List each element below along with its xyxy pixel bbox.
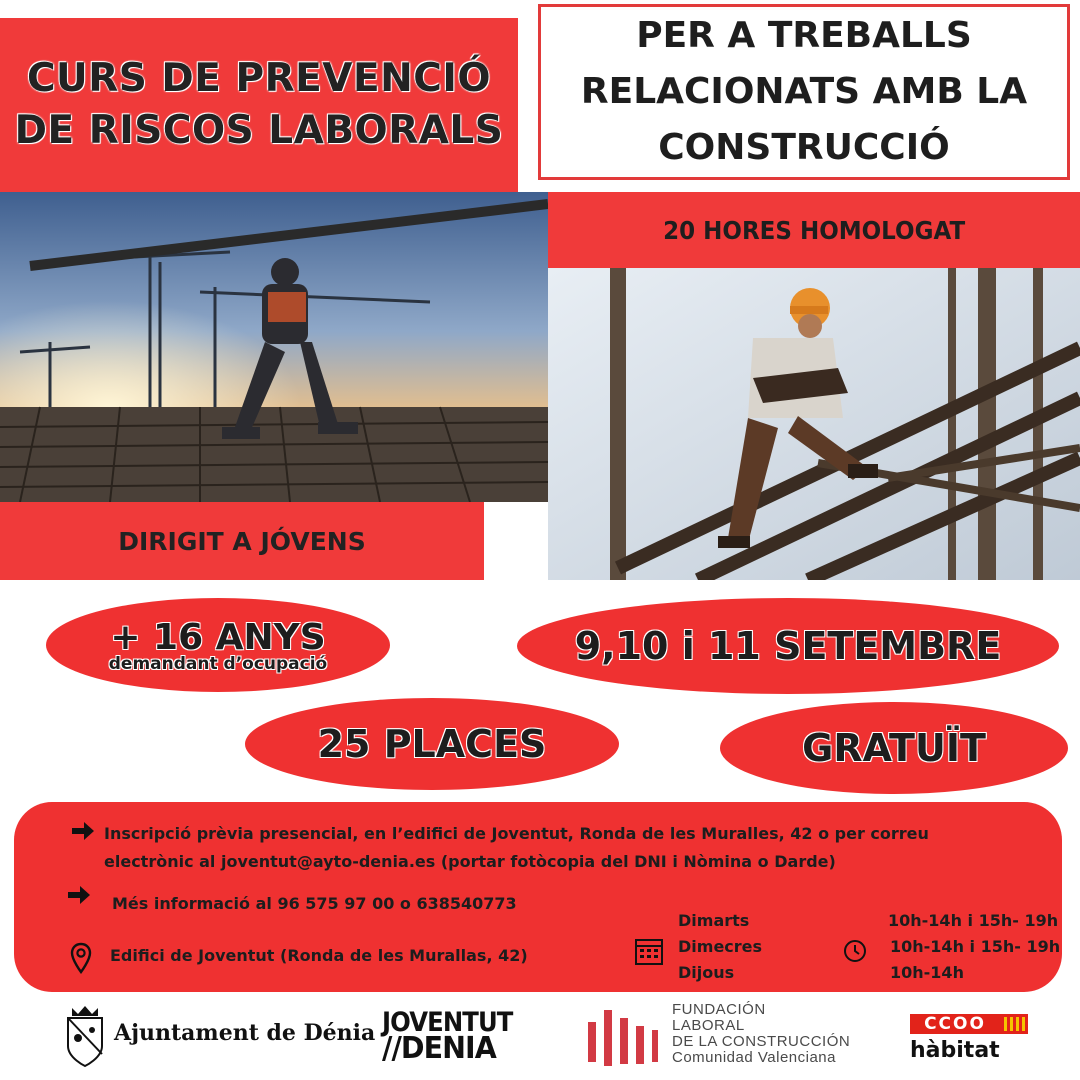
fundacion-line-4: Comunidad Valenciana: [672, 1049, 836, 1066]
audience-label: DIRIGIT A JÓVENS: [118, 526, 366, 556]
joventut-denia-logo: [382, 1007, 542, 1066]
hours-band: [548, 192, 1080, 268]
free-text: GRATUÏT: [802, 726, 986, 770]
age-badge: [46, 598, 390, 692]
location-text: Edifici de Joventut (Ronda de les Murallas, 42): [110, 946, 528, 965]
title-line-1: CURS DE PREVENCIÓ: [26, 56, 492, 101]
subtitle-box: [538, 4, 1070, 180]
joventut-logo-bottom: //DENIA: [382, 1031, 496, 1066]
places-text: 25 PLACES: [317, 722, 547, 766]
ajuntament-crest-logo: [64, 1004, 106, 1068]
worker-sunset-photo: [0, 192, 548, 502]
dates-text: 9,10 i 11 SETEMBRE: [574, 624, 1002, 668]
fundacion-bars-logo: [588, 1006, 664, 1066]
hour-item: 10h-14h i 15h- 19h: [890, 937, 1061, 956]
fundacion-line-2: LABORAL: [672, 1017, 745, 1034]
ccoo-stripes-icon: [1000, 1014, 1028, 1034]
fundacion-logo-text: [672, 1002, 850, 1066]
subtitle-line-1: PER A TREBALLS: [636, 15, 972, 56]
day-item: Dimecres: [678, 937, 763, 956]
hour-item: 10h-14h i 15h- 19h: [888, 911, 1059, 930]
registration-text: [104, 820, 1044, 876]
registration-line-1: Inscripció prèvia presencial, en l’edifici de Joventut, Ronda de les Muralles, 42 o per correu: [104, 824, 929, 843]
worker-scaffold-photo: [548, 268, 1080, 580]
clock-icon: [842, 938, 868, 964]
age-text: + 16 ANYS: [110, 616, 326, 658]
joventut-logo-top: JOVENTUT: [382, 1007, 513, 1038]
days-list: [678, 908, 762, 986]
registration-line-2: electrònic al joventut@ayto-denia.es (portar fotòcopia del DNI i Nòmina o Darde): [104, 852, 836, 871]
arrow-right-icon: [68, 886, 90, 904]
places-badge: [245, 698, 619, 790]
title-box: [0, 18, 518, 192]
arrow-right-icon: [72, 822, 94, 840]
habitat-logo-text: hàbitat: [910, 1038, 1000, 1063]
title-line-2: DE RISCOS LABORALS: [14, 108, 504, 153]
dates-badge: [517, 598, 1059, 694]
day-item: Dijous: [678, 963, 735, 982]
fundacion-line-1: FUNDACIÓN: [672, 1001, 766, 1018]
subtitle-line-3: CONSTRUCCIÓ: [658, 127, 950, 168]
fundacion-line-3: DE LA CONSTRUCCIÓN: [672, 1033, 851, 1050]
calendar-icon: [634, 936, 664, 966]
free-badge: [720, 702, 1068, 794]
more-info-text: Més informació al 96 575 97 00 o 638540773: [112, 894, 517, 913]
hour-item: 10h-14h: [890, 963, 964, 982]
job-seeker-text: demandant d’ocupació: [108, 653, 328, 674]
subtitle-line-2: RELACIONATS AMB LA: [580, 71, 1028, 112]
logos-row: [0, 996, 1080, 1080]
ajuntament-logo-text: Ajuntament de Dénia: [114, 1020, 376, 1046]
ccoo-logo: CCOO: [910, 1014, 1000, 1034]
audience-band: [0, 502, 484, 580]
hours-list: [888, 908, 1060, 986]
location-pin-icon: [70, 942, 92, 974]
hours-label: 20 HORES HOMOLOGAT: [662, 215, 966, 245]
day-item: Dimarts: [678, 911, 750, 930]
